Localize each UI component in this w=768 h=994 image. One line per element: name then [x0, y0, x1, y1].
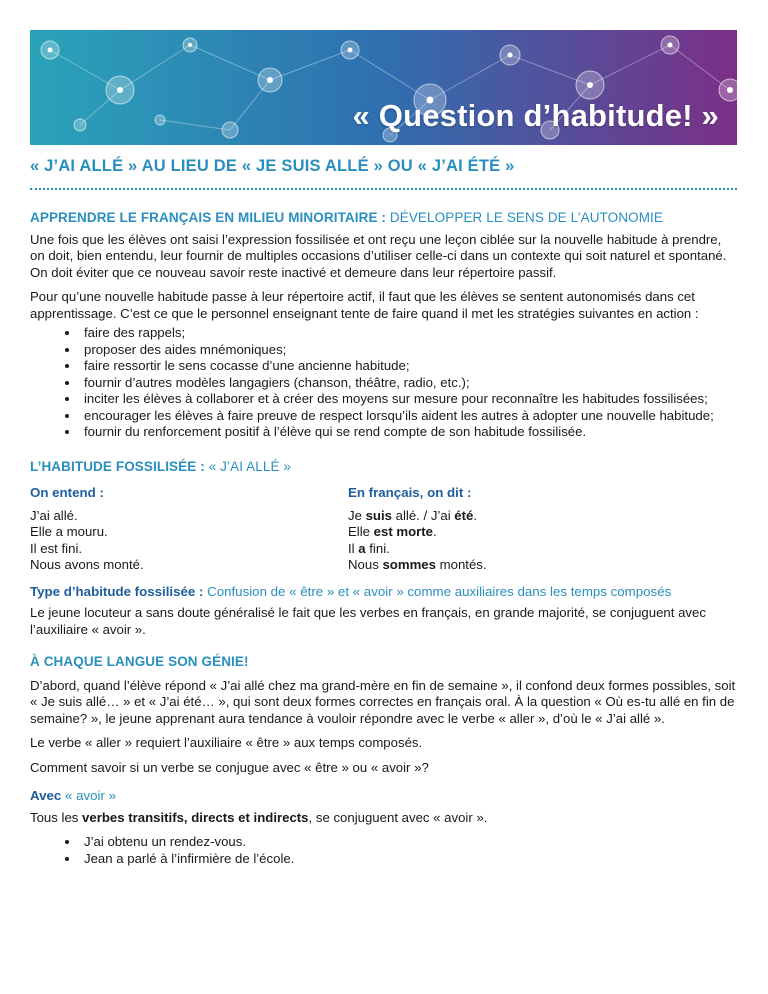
dotted-divider [30, 188, 737, 190]
section-heading-fossilized: L’HABITUDE FOSSILISÉE : « J’AI ALLÉ » [30, 458, 292, 474]
column-heard [30, 485, 348, 574]
paragraph: Comment savoir si un verbe se conjugue avec « être » ou « avoir »? [30, 759, 429, 775]
section-heading-genius: À CHAQUE LANGUE SON GÉNIE! [30, 654, 249, 669]
header-banner [30, 30, 737, 145]
list-item: • proposer des aides mnémoniques; [80, 342, 738, 359]
section-heading-autonomy: APPRENDRE LE FRANÇAIS EN MILIEU MINORITAIRE : DÉVELOPPER LE SENS DE L’AUTONOMIE [30, 210, 664, 225]
example-list [30, 834, 738, 867]
correct-line: Elle est morte. [348, 524, 437, 539]
paragraph: Le jeune locuteur a sans doute généralisé le fait que les verbes en français, en grande majorité, se conjuguent avec l’auxiliaire « avoir ». [30, 605, 706, 637]
heard-line: Elle a mouru. [30, 524, 108, 539]
correct-line: Je suis allé. / J’ai été. [348, 507, 478, 523]
document-subtitle: « J’AI ALLÉ » AU LIEU DE « JE SUIS ALLÉ » OU « J’AI ÉTÉ » [30, 157, 515, 175]
column-correct [348, 485, 666, 574]
paragraph: Pour qu’une nouvelle habitude passe à leur répertoire actif, il faut que les élèves se sentent autonomisés dans cet apprentissage. C’est ce que le personnel enseignant tente de faire quand il met les stratégies suivantes en action : [30, 289, 699, 321]
list-item: • encourager les élèves à faire preuve de respect lorsqu’ils aident les autres à adopter une nouvelle habitude; [80, 408, 738, 425]
document-body [30, 210, 738, 879]
paragraph: Une fois que les élèves ont saisi l’expression fossilisée et ont reçu une leçon ciblée sur la nouvelle habitude à prendre, on doit, bien entendu, leur fournir de multiples occasions d’utiliser celle-ci dans un contexte qui soit naturel et spontané. On doit éviter que ce nouveau savoir reste inactivé et demeure dans leur répertoire passif. [30, 231, 727, 280]
strategy-list [30, 325, 738, 441]
list-item: • faire ressortir le sens cocasse d’une ancienne habitude; [80, 358, 738, 375]
column-heading: On entend : [30, 485, 104, 500]
list-item: • J’ai obtenu un rendez-vous. [80, 834, 738, 851]
list-item: • fournir d’autres modèles langagiers (chanson, théâtre, radio, etc.); [80, 375, 738, 392]
list-item: • fournir du renforcement positif à l’élève qui se rend compte de son habitude fossilisée. [80, 424, 738, 441]
correct-line: Il a fini. [348, 540, 390, 556]
heard-line: J’ai allé. [30, 507, 78, 523]
paragraph: Le verbe « aller » requiert l’auxiliaire « être » aux temps composés. [30, 735, 423, 750]
list-item: • faire des rappels; [80, 325, 738, 342]
list-item: • inciter les élèves à collaborer et à créer des moyens sur mesure pour reconnaître les habitudes fossilisées; [80, 391, 738, 408]
section-heading-type: Type d’habitude fossilisée : Confusion de « être » et « avoir » comme auxiliaires dans les temps composés [30, 583, 672, 599]
comparison-columns [30, 485, 738, 574]
paragraph: Tous les verbes transitifs, directs et indirects, se conjuguent avec « avoir ». [30, 809, 488, 825]
correct-line: Nous sommes montés. [348, 557, 487, 572]
column-heading: En français, on dit : [348, 485, 472, 500]
list-item: • Jean a parlé à l’infirmière de l’école. [80, 851, 738, 868]
paragraph: D’abord, quand l’élève répond « J’ai allé chez ma grand-mère en fin de semaine », il confond deux formes possibles, soit « Je suis allé… » et « J’ai été… », qui sont deux formes correctes en français oral. À la question « Où es-tu allé en fin de semaine? », le jeune apprenant aura tendance à vouloir répondre avec le verbe « aller », d’où le « J’ai allé ». [30, 677, 736, 726]
banner-title: « Question d’habitude! » [352, 98, 719, 133]
heard-line: Nous avons monté. [30, 557, 144, 572]
heard-line: Il est fini. [30, 540, 83, 556]
section-heading-avoir: Avec « avoir » [30, 788, 116, 803]
